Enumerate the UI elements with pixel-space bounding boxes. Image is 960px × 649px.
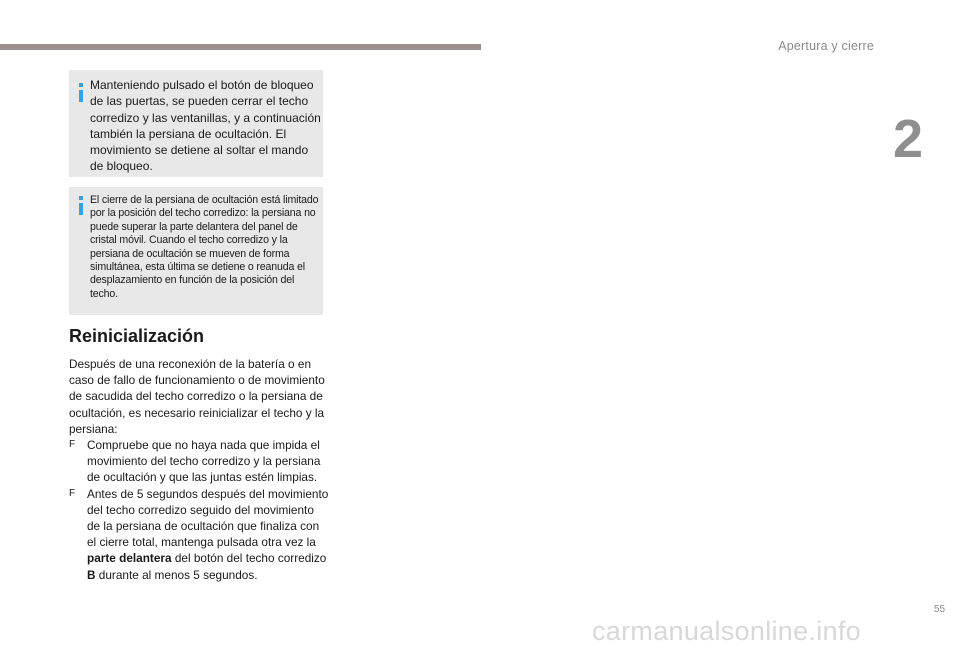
section-body	[69, 356, 329, 583]
info-icon	[79, 203, 83, 215]
info-box-text: Manteniendo pulsado el botón de bloqueo de las puertas, se pueden cerrar el techo corredizo y las ventanillas, y a continuación también la persiana de ocultación. El movimiento se detiene al soltar el mando de bloqueo.	[90, 78, 321, 174]
info-icon	[79, 90, 83, 102]
bullet-icon: F	[69, 487, 76, 499]
info-box-2	[69, 187, 323, 315]
list-item-bold: parte delantera	[87, 551, 172, 566]
intro-paragraph: Después de una reconexión de la batería o en caso de fallo de funcionamiento o de movimiento de sacudida del techo corredizo o la persiana de ocultación, es necesario reinicializar el techo y la persiana:	[69, 357, 325, 436]
list-item	[69, 437, 329, 486]
list-item-text-part: Antes de 5 segundos después del movimiento del techo corredizo seguido del movimiento de la persiana de ocultación que finaliza con el cierre total, mantenga pulsada otra vez la	[87, 486, 329, 550]
section-title: Apertura y cierre	[778, 39, 874, 53]
list-item-text	[87, 487, 328, 582]
list-item-bold: B	[87, 567, 96, 582]
list-item-text: Compruebe que no haya nada que impida el movimiento del techo corredizo y la persiana de ocultación y que las juntas estén limpias.	[87, 438, 321, 485]
chapter-number: 2	[893, 109, 924, 169]
watermark: carmanualsonline.info	[592, 616, 861, 646]
info-box-text: El cierre de la persiana de ocultación está limitado por la posición del techo corredizo: la persiana no puede superar la parte delantera del panel de cristal móvil. Cuando el techo corredizo y la persiana de ocultación se mueven de forma simultánea, esta última se detiene o reanuda el desplazamiento en función de la posición del techo.	[90, 194, 319, 300]
header-divider-bar	[0, 44, 481, 50]
list-item-text-part: del botón del techo corredizo	[171, 551, 327, 566]
info-box-1	[69, 70, 323, 177]
section-heading: Reinicialización	[69, 326, 205, 346]
page-number: 55	[934, 604, 946, 615]
bullet-icon: F	[69, 439, 76, 451]
list-item-text-part: durante al menos 5 segundos.	[95, 567, 258, 582]
list-item	[69, 486, 329, 583]
